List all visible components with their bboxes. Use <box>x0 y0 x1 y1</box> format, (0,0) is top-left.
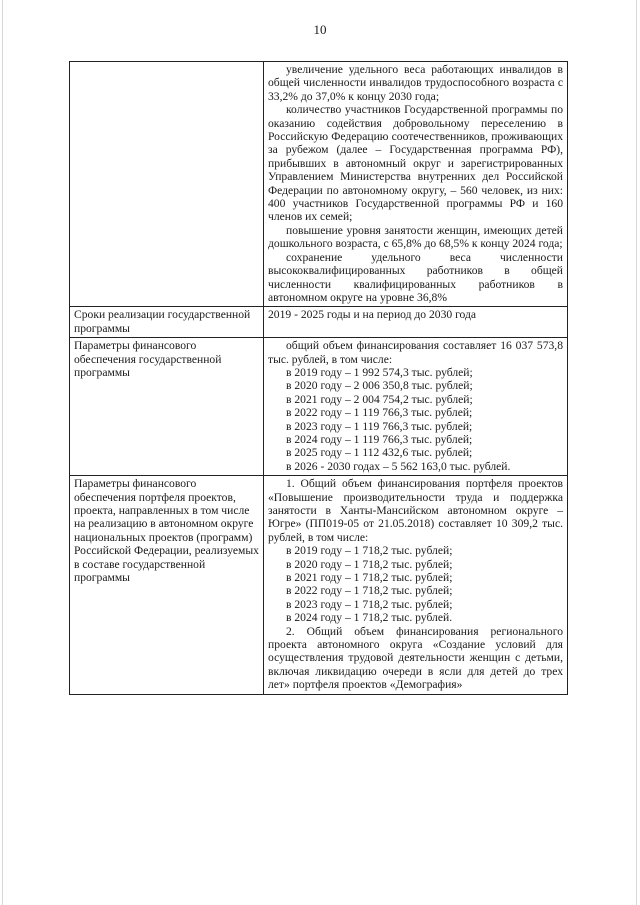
financing-intro: общий объем финансирования составляет 16 037 573,8 тыс. рублей, в том числе: <box>268 339 563 366</box>
financing-year-line: в 2019 году – 1 992 574,3 тыс. рублей; <box>286 365 473 379</box>
target-paragraph: сохранение удельного веса численности высококвалифицированных работников в общей численности квалифицированных работников в автономном округе на уровне 36,8% <box>268 250 563 304</box>
target-paragraph: увеличение удельного веса работающих инвалидов в общей численности инвалидов трудоспособного возраста с 33,2% до 37,0% к концу 2030 года; <box>268 63 563 103</box>
targets-value-cell <box>264 62 568 307</box>
projects-year-line: в 2019 году – 1 718,2 тыс. рублей; <box>286 544 453 558</box>
financing-year-line: в 2023 году – 1 119 766,3 тыс. рублей; <box>286 419 473 433</box>
financing-year-line: в 2026 - 2030 годах – 5 562 163,0 тыс. рублей. <box>286 459 511 473</box>
projects-item-2: 2. Общий объем финансирования регионального проекта автономного округа «Создание условий для осуществления трудовой деятельности женщин с детьми, включая ликвидацию очереди в ясли для детей до трех лет» портфеля проектов «Демография» <box>268 624 563 692</box>
table-row-targets <box>70 62 568 307</box>
financing-year-line: в 2020 году – 2 006 350,8 тыс. рублей; <box>286 379 473 393</box>
financing-year-line: в 2021 году – 2 004 754,2 тыс. рублей; <box>286 392 473 406</box>
financing-label-cell: Параметры финансового обеспечения государственной программы <box>70 338 264 476</box>
projects-year-line: в 2024 году – 1 718,2 тыс. рублей. <box>286 611 453 625</box>
financing-value-cell <box>264 338 568 476</box>
projects-year-line: в 2021 году – 1 718,2 тыс. рублей; <box>286 571 453 585</box>
financing-year-line: в 2024 году – 1 119 766,3 тыс. рублей; <box>286 432 473 446</box>
target-paragraph: повышение уровня занятости женщин, имеющих детей дошкольного возраста, с 65,8% до 68,5% к концу 2024 года; <box>268 223 563 251</box>
table-row-projects <box>70 476 568 695</box>
projects-value-cell <box>264 476 568 695</box>
projects-year-line: в 2023 году – 1 718,2 тыс. рублей; <box>286 597 453 611</box>
left-scan-edge <box>2 0 3 905</box>
terms-label-cell: Сроки реализации государственной программы <box>70 307 264 338</box>
projects-year-line: в 2022 году – 1 718,2 тыс. рублей; <box>286 584 453 598</box>
table-row-terms <box>70 307 568 338</box>
targets-label-cell <box>70 62 264 307</box>
financing-year-line: в 2025 году – 1 112 432,6 тыс. рублей; <box>286 446 473 460</box>
right-scan-edge <box>636 0 637 905</box>
projects-item-1: 1. Общий объем финансирования портфеля проектов «Повышение производительности труда и поддержка занятости в Ханты-Мансийском автономном округе – Югре» (ПП019-05 от 21.05.2018) составляет 10 309,2 тыс. рублей, в том числе: <box>268 477 563 544</box>
projects-year-line: в 2020 году – 1 718,2 тыс. рублей; <box>286 557 453 571</box>
target-paragraph: количество участников Государственной программы по оказанию содействия добровольному переселению в Российскую Федерацию соотечественников, проживающих за рубежом (далее – Государственная программа РФ), прибывших в автономный округ и зарегистрированных Управлением Министерства внутренних дел Российской Федерации по автономному округу, – 560 человек, из них: 400 участников Государственной программы РФ и 160 членов их семей; <box>268 103 563 224</box>
projects-label-cell: Параметры финансового обеспечения портфеля проектов, проекта, направленных в том числе на реализацию в автономном округе национальных проектов (программ) Российской Федерации, реализуемых в составе государственной программы <box>70 476 264 695</box>
page-number: 10 <box>313 22 327 37</box>
program-passport-table <box>69 61 568 695</box>
terms-value-cell: 2019 - 2025 годы и на период до 2030 года <box>264 307 568 338</box>
table-row-financing <box>70 338 568 476</box>
financing-year-line: в 2022 году – 1 119 766,3 тыс. рублей; <box>286 406 473 420</box>
